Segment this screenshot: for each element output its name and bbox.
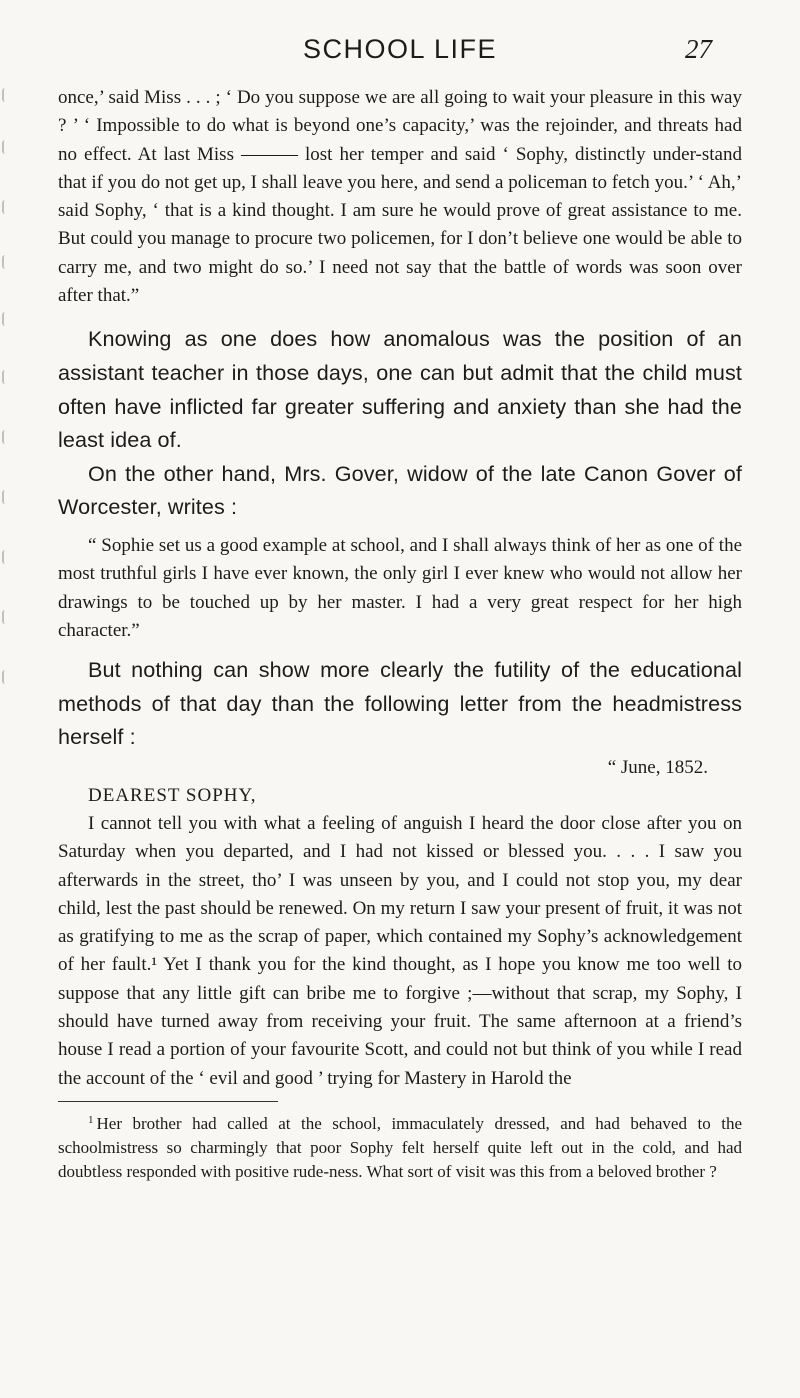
- footnote-text: Her brother had called at the school, immaculately dressed, and had behaved to the schoolmistress so charmingly that poor Sophy felt herself quite left out in the cold, and had doubtless responded with positive rude-ness. What sort of visit was this from a beloved brother ?: [58, 1113, 742, 1181]
- page-number: 27: [685, 34, 712, 64]
- running-title: SCHOOL LIFE: [302, 34, 498, 64]
- letter-salutation: DEAREST SOPHY,: [88, 784, 257, 806]
- footnote: [58, 1108, 742, 1184]
- paragraph-letter-body: I cannot tell you with what a feeling of anguish I heard the door close after you on Saturday when you departed, and I had not kissed or blessed you. . . . I saw you afterwards in the street, tho’ I was unseen by you, and I could not stop you, my dear child, lest the past should be renewed. On my return I saw your present of fruit, it was not as gratifying to me as the scrap of paper, which contained my Sophy’s acknowledgement of her fault.¹ Yet I thank you for the kind thought, as I hope you know me too well to suppose that any little gift can bribe me to forgive ;—without that scrap, my Sophy, I should have turned away from receiving your fruit. The same afternoon at a friend’s house I read a portion of your favourite Scott, and could not but think of you while I read the account of the ‘ evil and good ’ trying for Mastery in Harold the: [58, 812, 742, 1089]
- paragraph-futility: But nothing can show more clearly the futility of the educational methods of that day than the following letter from the headmistress herself :: [58, 657, 742, 750]
- letter-date: “ June, 1852.: [607, 756, 708, 778]
- running-head: [0, 30, 800, 66]
- paragraph-anecdote-end: once,’ said Miss . . . ; ‘ Do you suppose we are all going to wait your pleasure in this way ? ’ ‘ Impossible to do what is beyond one’s capacity,’ was the rejoinder, and threats had no effect. At last Miss ——— lost her temper and said ‘ Sophy, distinctly under-stand that if you do not get up, I shall leave you here, and send a policeman to fetch you.’ ‘ Ah,’ said Sophy, ‘ that is a kind thought. I am sure he would prove of great assistance to me. But could you manage to procure two policemen, for I don’t believe one would be able to carry me, and two might do so.’ I need not say that the battle of words was soon over after that.”: [58, 87, 742, 307]
- footnote-rule: [58, 1101, 278, 1102]
- paragraph-mrs-gover: On the other hand, Mrs. Gover, widow of the late Canon Gover of Worcester, writes :: [58, 460, 742, 520]
- paragraph-assistant-teacher: Knowing as one does how anomalous was the position of an assistant teacher in those days, one can but admit that the child must often have inflicted far greater suffering and anxiety than she had the least idea of.: [58, 326, 742, 453]
- paragraph-gover-quote: “ Sophie set us a good example at school, and I shall always think of her as one of the most truthful girls I have ever known, the only girl I ever knew who would not allow her drawings to be touched up by her master. I had a very great respect for her high character.”: [58, 534, 742, 641]
- text-column: [58, 84, 742, 1184]
- footnote-marker: 1: [88, 1113, 94, 1126]
- binding-edge-marks: [0, 80, 12, 700]
